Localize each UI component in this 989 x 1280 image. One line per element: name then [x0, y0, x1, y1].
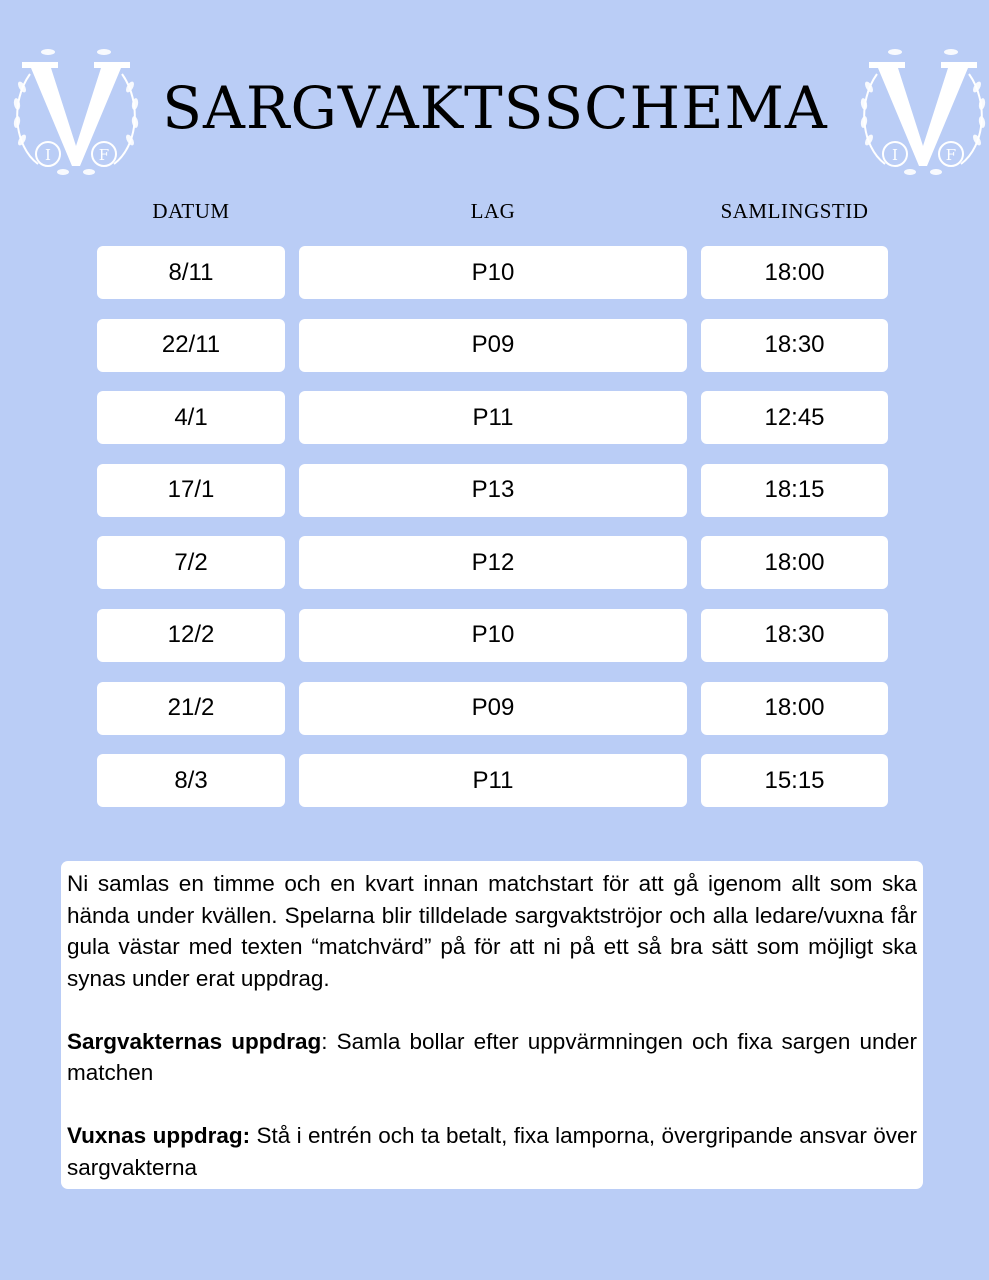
column-header-date: DATUM — [152, 199, 230, 223]
svg-text:F: F — [945, 146, 957, 164]
team-cell: P09 — [299, 319, 687, 372]
team-cell: P10 — [299, 246, 687, 299]
svg-text:I: I — [892, 146, 898, 164]
team-cell: P11 — [299, 754, 687, 807]
task-children-label: Sargvakternas uppdrag — [67, 1028, 322, 1054]
team-cell: P09 — [299, 682, 687, 735]
schedule-row — [0, 464, 989, 517]
page-title: SARGVAKTSSCHEMA — [162, 74, 828, 142]
time-cell: 18:30 — [701, 609, 888, 662]
date-cell: 7/2 — [97, 536, 285, 589]
schedule-row — [0, 246, 989, 299]
column-header-time: SAMLINGSTID — [720, 199, 869, 223]
team-cell: P12 — [299, 536, 687, 589]
date-cell: 8/11 — [97, 246, 285, 299]
schedule-row — [0, 754, 989, 807]
schedule-row — [0, 536, 989, 589]
schedule-table — [0, 246, 989, 827]
info-task-adults — [67, 1120, 917, 1183]
club-logo-right — [855, 42, 989, 182]
svg-text:F: F — [98, 146, 110, 164]
time-cell: 18:15 — [701, 464, 888, 517]
info-intro: Ni samlas en timme och en kvart innan matchstart för att gå igenom allt som ska hända under kvällen. Spelarna blir tilldelade sargvaktströjor och alla ledare/vuxna får gula västar med texten “matchvärd” på för att ni på ett så bra sätt som möjligt ska synas under erat uppdrag. — [67, 871, 917, 991]
date-cell: 17/1 — [97, 464, 285, 517]
date-cell: 22/11 — [97, 319, 285, 372]
time-cell: 18:00 — [701, 682, 888, 735]
date-cell: 4/1 — [97, 391, 285, 444]
time-cell: 15:15 — [701, 754, 888, 807]
info-task-children — [67, 1026, 917, 1089]
team-cell: P10 — [299, 609, 687, 662]
date-cell: 12/2 — [97, 609, 285, 662]
schedule-row — [0, 682, 989, 735]
task-children-text: : Samla bollar efter uppvärmningen och fixa sargen under matchen — [67, 1028, 918, 1085]
column-header-team: LAG — [470, 199, 516, 223]
time-cell: 18:30 — [701, 319, 888, 372]
time-cell: 18:00 — [701, 536, 888, 589]
svg-text:I: I — [45, 146, 51, 164]
task-adults-label: Vuxnas uppdrag: — [67, 1123, 251, 1148]
time-cell: 18:00 — [701, 246, 888, 299]
info-box — [61, 861, 923, 1189]
date-cell: 8/3 — [97, 754, 285, 807]
team-cell: P11 — [299, 391, 687, 444]
time-cell: 12:45 — [701, 391, 888, 444]
schedule-row — [0, 319, 989, 372]
task-adults-text: Stå i entrén och ta betalt, fixa lamporna, övergripande ansvar över sargvakterna — [67, 1123, 917, 1180]
team-cell: P13 — [299, 464, 687, 517]
schedule-row — [0, 609, 989, 662]
club-logo-left — [8, 42, 144, 182]
date-cell: 21/2 — [97, 682, 285, 735]
schedule-row — [0, 391, 989, 444]
